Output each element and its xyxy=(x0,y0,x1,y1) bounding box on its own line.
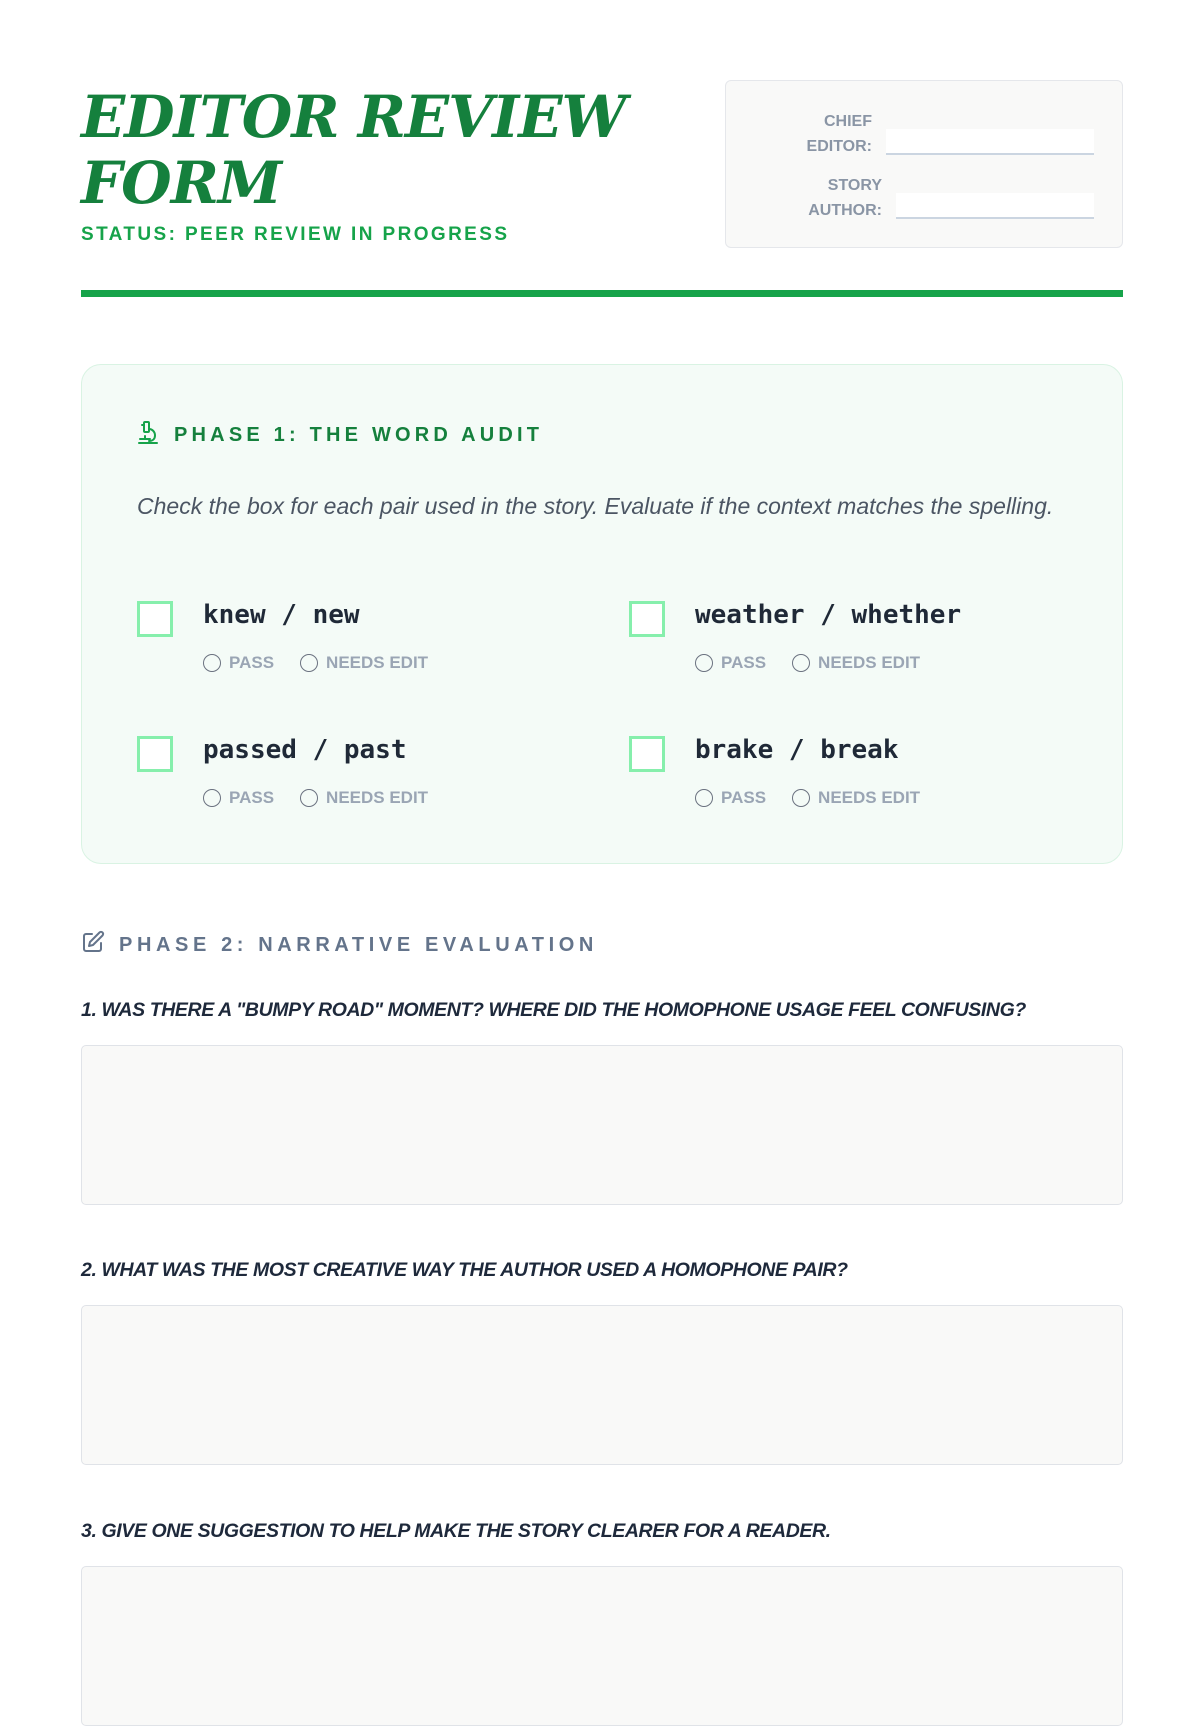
form-header xyxy=(81,0,1121,300)
word-pair-item xyxy=(137,736,577,836)
word-pair-item xyxy=(629,736,1069,836)
pass-radio[interactable] xyxy=(695,654,713,672)
question-1-answer-box[interactable] xyxy=(81,1045,1123,1205)
pass-option[interactable]: PASS xyxy=(203,788,274,808)
pair-used-checkbox[interactable] xyxy=(137,601,173,637)
question-3-label: 3. GIVE ONE SUGGESTION TO HELP MAKE THE STORY CLEARER FOR A READER. xyxy=(81,1520,831,1542)
needs-edit-radio[interactable] xyxy=(300,789,318,807)
story-author-row xyxy=(808,173,1094,223)
pair-words: knew / new xyxy=(203,600,360,630)
phase-2-heading xyxy=(81,930,598,960)
pair-used-checkbox[interactable] xyxy=(629,601,665,637)
needs-edit-option[interactable]: NEEDS EDIT xyxy=(792,788,920,808)
pass-option[interactable]: PASS xyxy=(203,653,274,673)
needs-edit-option[interactable]: NEEDS EDIT xyxy=(300,653,428,673)
chief-editor-field[interactable] xyxy=(886,129,1094,155)
pass-radio[interactable] xyxy=(203,789,221,807)
title-line-2: FORM xyxy=(81,149,282,217)
evaluation-options xyxy=(695,653,946,673)
pair-words: weather / whether xyxy=(695,600,962,630)
question-2-label: 2. WHAT WAS THE MOST CREATIVE WAY THE AUTHOR USED A HOMOPHONE PAIR? xyxy=(81,1259,848,1281)
edit-icon xyxy=(81,930,105,960)
pair-used-checkbox[interactable] xyxy=(137,736,173,772)
pair-used-checkbox[interactable] xyxy=(629,736,665,772)
needs-edit-radio[interactable] xyxy=(792,789,810,807)
header-divider xyxy=(81,290,1123,297)
pass-option[interactable]: PASS xyxy=(695,788,766,808)
pass-option[interactable]: PASS xyxy=(695,653,766,673)
signature-box xyxy=(725,80,1123,248)
title-line-1: EDITOR REVIEW xyxy=(81,83,626,151)
evaluation-options xyxy=(695,788,946,808)
pair-words: brake / break xyxy=(695,735,899,765)
needs-edit-option[interactable]: NEEDS EDIT xyxy=(792,653,920,673)
needs-edit-radio[interactable] xyxy=(300,654,318,672)
story-author-field[interactable] xyxy=(896,193,1094,219)
evaluation-options xyxy=(203,653,454,673)
status-text: STATUS: PEER REVIEW IN PROGRESS xyxy=(81,224,510,245)
evaluation-options xyxy=(203,788,454,808)
question-1-label: 1. WAS THERE A "BUMPY ROAD" MOMENT? WHERE DID THE HOMOPHONE USAGE FEEL CONFUSING? xyxy=(81,999,1026,1021)
phase-1-heading xyxy=(136,419,543,451)
phase-2-title: PHASE 2: NARRATIVE EVALUATION xyxy=(119,933,598,956)
pass-radio[interactable] xyxy=(203,654,221,672)
microscope-icon xyxy=(136,419,160,451)
story-author-label: STORY AUTHOR: xyxy=(808,177,882,219)
question-3-answer-box[interactable] xyxy=(81,1566,1123,1726)
word-pair-item xyxy=(629,601,1069,701)
chief-editor-label: CHIEF EDITOR: xyxy=(806,113,872,155)
phase-1-title: PHASE 1: THE WORD AUDIT xyxy=(174,423,544,446)
review-form xyxy=(81,0,1121,1542)
pair-words: passed / past xyxy=(203,735,407,765)
pass-radio[interactable] xyxy=(695,789,713,807)
page-title xyxy=(81,84,681,216)
chief-editor-row xyxy=(807,109,1094,159)
question-2-answer-box[interactable] xyxy=(81,1305,1123,1465)
phase-1-panel xyxy=(81,364,1123,864)
phase-1-instructions: Check the box for each pair used in the story. Evaluate if the context matches the spelling. xyxy=(137,493,1054,519)
needs-edit-option[interactable]: NEEDS EDIT xyxy=(300,788,428,808)
needs-edit-radio[interactable] xyxy=(792,654,810,672)
word-pair-item xyxy=(137,601,577,701)
